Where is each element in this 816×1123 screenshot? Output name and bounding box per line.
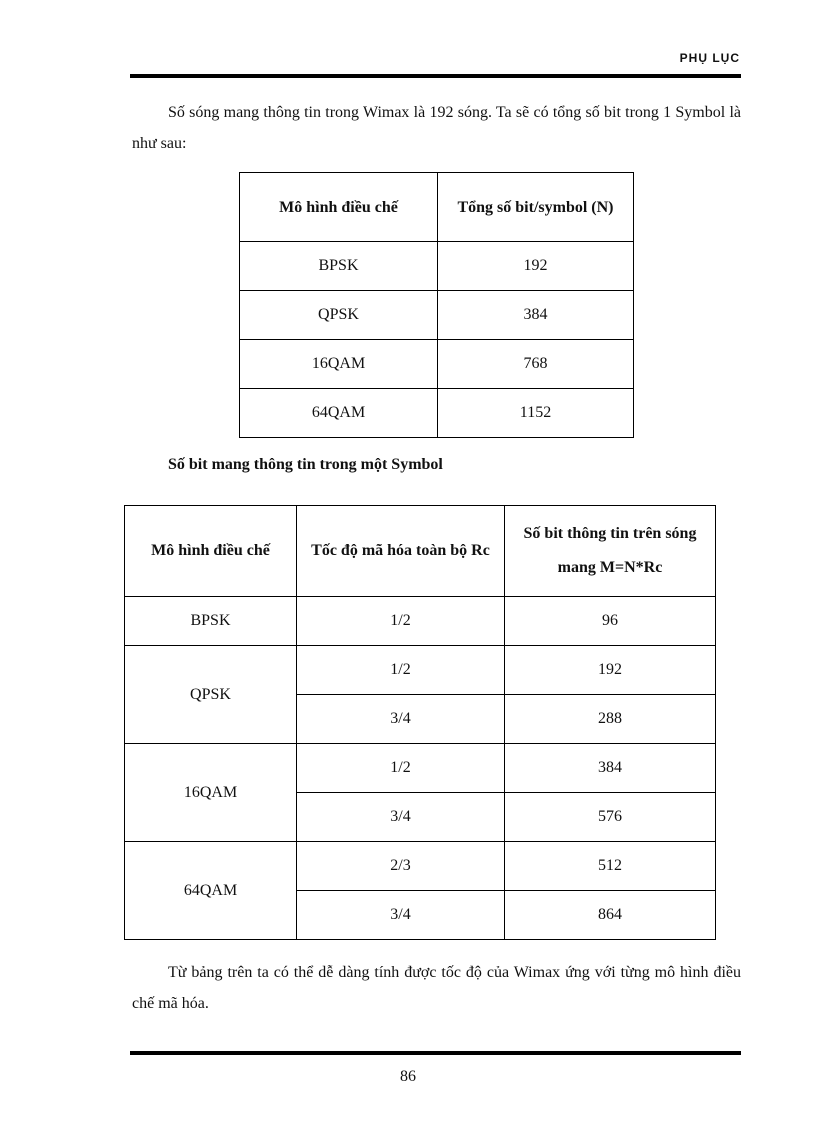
- column-header: Tổng số bit/symbol (N): [438, 173, 634, 242]
- column-header: Tốc độ mã hóa toàn bộ Rc: [297, 506, 505, 597]
- table-cell: 384: [438, 291, 634, 340]
- table-header-row: [240, 173, 634, 242]
- footer-rule: [130, 1051, 741, 1055]
- table-row: [240, 242, 634, 291]
- table-row: [125, 597, 716, 646]
- table-cell: 2/3: [297, 842, 505, 891]
- table-cell: 512: [505, 842, 716, 891]
- table-cell: 16QAM: [240, 340, 438, 389]
- page-number: 86: [400, 1068, 416, 1085]
- info-bits-table: [124, 505, 716, 940]
- table-row: [240, 291, 634, 340]
- table-cell: 3/4: [297, 695, 505, 744]
- table-cell: 1/2: [297, 744, 505, 793]
- header-rule: [130, 74, 741, 78]
- table-cell: 1/2: [297, 597, 505, 646]
- table-cell: BPSK: [240, 242, 438, 291]
- table-cell: 96: [505, 597, 716, 646]
- table-cell: 64QAM: [240, 389, 438, 438]
- table-cell: 3/4: [297, 793, 505, 842]
- closing-paragraph: Từ bảng trên ta có thể dễ dàng tính được tốc độ của Wimax ứng với từng mô hình điều chế mã hóa.: [132, 964, 741, 1012]
- table-row: [125, 842, 716, 891]
- table-caption: Số bit mang thông tin trong một Symbol: [168, 456, 443, 473]
- table-row: [240, 389, 634, 438]
- table-cell: QPSK: [240, 291, 438, 340]
- table-cell: 864: [505, 891, 716, 940]
- table-cell: 192: [438, 242, 634, 291]
- intro-paragraph: Số sóng mang thông tin trong Wimax là 192 sóng. Ta sẽ có tổng số bit trong 1 Symbol là như sau:: [132, 104, 741, 152]
- table-cell: 192: [505, 646, 716, 695]
- table-cell: 1/2: [297, 646, 505, 695]
- table-row: [240, 340, 634, 389]
- table-row: [125, 646, 716, 695]
- table-cell: 3/4: [297, 891, 505, 940]
- table-cell: 384: [505, 744, 716, 793]
- section-header: PHỤ LỤC: [679, 51, 740, 65]
- modulation-cell: 64QAM: [125, 842, 297, 940]
- table-cell: 768: [438, 340, 634, 389]
- modulation-cell: BPSK: [125, 597, 297, 646]
- column-header: Số bit thông tin trên sóng mang M=N*Rc: [505, 506, 716, 597]
- column-header: Mô hình điều chế: [240, 173, 438, 242]
- column-header: Mô hình điều chế: [125, 506, 297, 597]
- modulation-cell: QPSK: [125, 646, 297, 744]
- modulation-cell: 16QAM: [125, 744, 297, 842]
- bits-per-symbol-table: [239, 172, 634, 438]
- table-cell: 576: [505, 793, 716, 842]
- table-cell: 288: [505, 695, 716, 744]
- table-cell: 1152: [438, 389, 634, 438]
- table-row: [125, 744, 716, 793]
- table-header-row: [125, 506, 716, 597]
